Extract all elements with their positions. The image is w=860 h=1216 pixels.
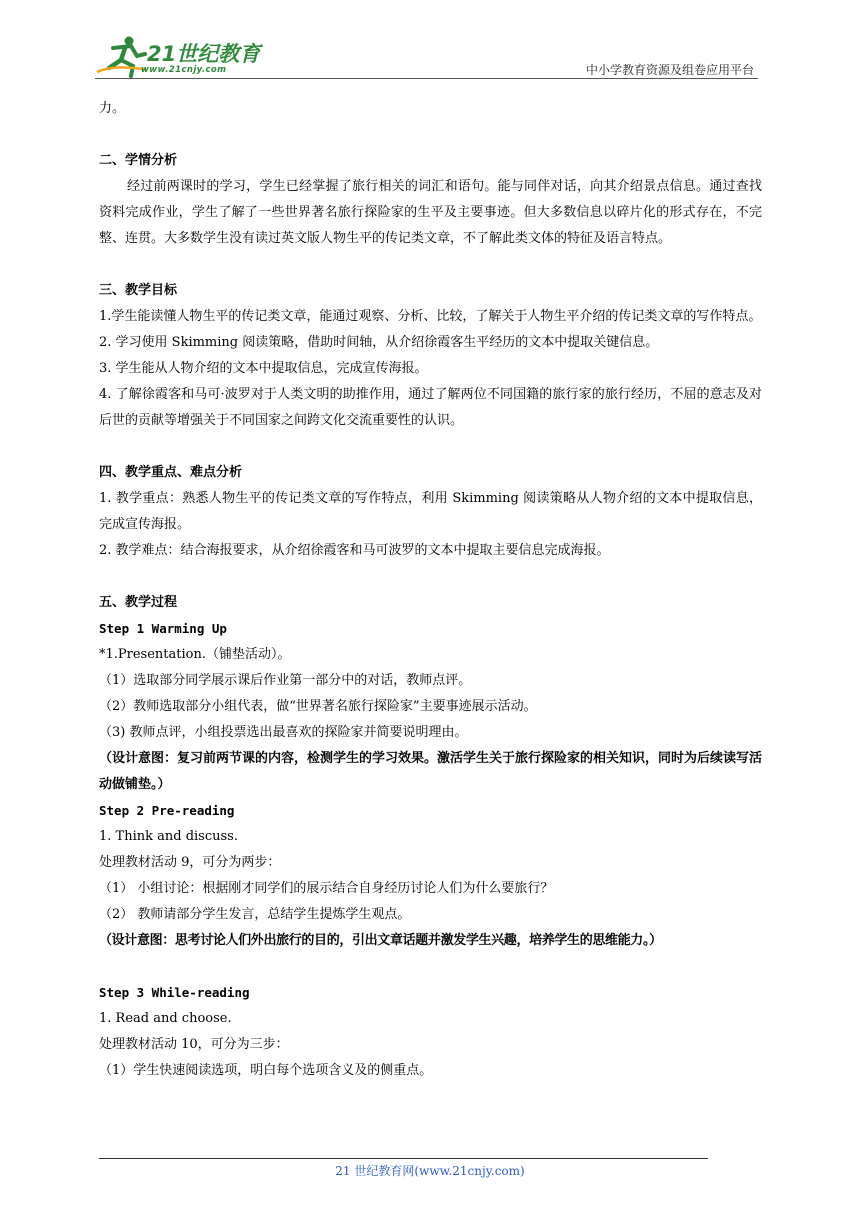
step2-item: （1） 小组讨论：根据刚才同学们的展示结合自身经历讨论人们为什么要旅行？ [99, 881, 554, 896]
objective-item: 1.学生能读懂人物生平的传记类文章，能通过观察、分析、比较，了解关于人物生平介绍的传记类文章的写作特点。 [99, 309, 762, 324]
step3-title: Step 3 While-reading [99, 985, 250, 1000]
section-title-objectives: 三、教学目标 [99, 283, 178, 298]
footer-link[interactable]: 21 世纪教育网(www.21cnjy.com) [335, 1164, 525, 1178]
step3-process: 处理教材活动 10，可分为三步： [99, 1037, 289, 1052]
key-point-item: 1. 教学重点：熟悉人物生平的传记类文章的写作特点，利用 Skimming 阅读策略从人物介绍的文本中提取信息，完成宣传海报。 [99, 491, 762, 532]
logo-url: www.21cnjy.com [141, 65, 227, 75]
step2-activity: 1. Think and discuss. [99, 829, 238, 844]
continuation-text: 力。 [99, 101, 126, 116]
key-point-item: 2. 教学难点：结合海报要求，从介绍徐霞客和马可波罗的文本中提取主要信息完成海报。 [99, 543, 610, 558]
step3-item: （1）学生快速阅读选项，明白每个选项含义及的侧重点。 [99, 1063, 433, 1078]
footer-divider [99, 1158, 708, 1159]
section-title-process: 五、教学过程 [99, 595, 178, 610]
header-divider [95, 78, 758, 79]
section-title-key-points: 四、教学重点、难点分析 [99, 465, 243, 480]
step1-item: （1）选取部分同学展示课后作业第一部分中的对话，教师点评。 [99, 673, 472, 688]
step2-process: 处理教材活动 9，可分为两步： [99, 855, 281, 870]
step2-title: Step 2 Pre-reading [99, 803, 235, 818]
section-title-analysis: 二、学情分析 [99, 153, 178, 168]
step1-item: （2）教师选取部分小组代表，做“世界著名旅行探险家”主要事迹展示活动。 [99, 699, 537, 714]
step1-design-intent: （设计意图：复习前两节课的内容，检测学生的学习效果。激活学生关于旅行探险家的相关知识，同时为后续读写活动做铺垫。） [99, 751, 763, 792]
objective-item: 2. 学习使用 Skimming 阅读策略，借助时间轴，从介绍徐霞客生平经历的文本中提取关键信息。 [99, 335, 659, 350]
document-body [99, 96, 762, 1084]
step3-activity: 1. Read and choose. [99, 1011, 232, 1026]
platform-name: 中小学教育资源及组卷应用平台 [585, 63, 754, 77]
analysis-paragraph: 经过前两课时的学习，学生已经掌握了旅行相关的词汇和语句。能与同伴对话，向其介绍景点信息。通过查找资料完成作业，学生了解了一些世界著名旅行探险家的生平及主要事迹。但大多数信息以碎片化的形式存在，不完整、连贯。大多数学生没有读过英文版人物生平的传记类文章，不了解此类文体的特征及语言特点。 [99, 179, 762, 246]
objective-item: 3. 学生能从人物介绍的文本中提取信息，完成宣传海报。 [99, 361, 428, 376]
step2-item: （2） 教师请部分学生发言，总结学生提炼学生观点。 [99, 907, 411, 922]
step1-activity: *1.Presentation.（铺垫活动）。 [99, 647, 291, 662]
logo-text: 21世纪教育 [147, 42, 261, 66]
step2-design-intent: （设计意图：思考讨论人们外出旅行的目的，引出文章话题并激发学生兴趣，培养学生的思维能力。） [99, 933, 662, 948]
page-header [95, 34, 758, 80]
site-logo[interactable] [95, 34, 265, 78]
objective-item: 4. 了解徐霞客和马可·波罗对于人类文明的助推作用，通过了解两位不同国籍的旅行家的旅行经历，不屈的意志及对后世的贡献等增强关于不同国家之间跨文化交流重要性的认识。 [99, 387, 762, 428]
step1-title: Step 1 Warming Up [99, 621, 227, 636]
step1-item: （3) 教师点评，小组投票选出最喜欢的探险家并简要说明理由。 [99, 725, 468, 740]
